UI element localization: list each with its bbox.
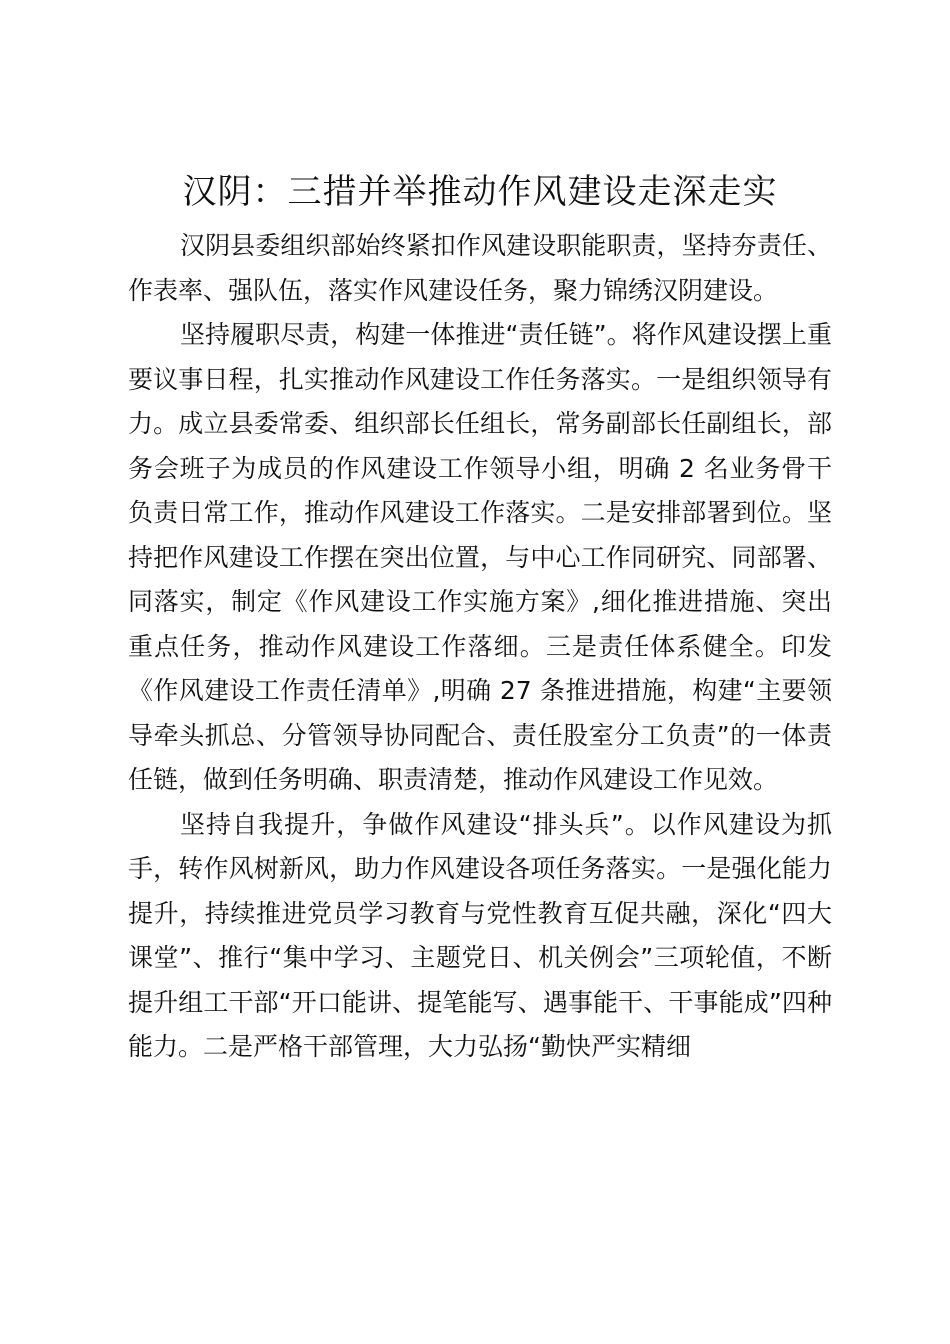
paragraph-responsibility-chain: 坚持履职尽责，构建一体推进“责任链”。将作风建设摆上重要议事日程，扎实推动作风建设工作任务落实。一是组织领导有力。成立县委常委、组织部长任组长，常务副部长任副组长，部务会班子为成员的作风建设工作领导小组，明确 2 名业务骨干负责日常工作，推动作风建设工作落实。二是安排部署到位。坚持把作风建设工作摆在突出位置，与中心工作同研究、同部署、同落实，制定《作风建设工作实施方案》,细化推进措施、突出重点任务，推动作风建设工作落细。三是责任体系健全。印发《作风建设工作责任清单》,明确 27 条推进措施，构建“主要领导牵头抓总、分管领导协同配合、责任股室分工负责”的一体责任链，做到任务明确、职责清楚，推动作风建设工作见效。 bbox=[128, 320, 832, 794]
document-body bbox=[128, 224, 832, 1070]
paragraph-self-improvement: 坚持自我提升，争做作风建设“排头兵”。以作风建设为抓手，转作风树新风，助力作风建设各项任务落实。一是强化能力提升，持续推进党员学习教育与党性教育互促共融，深化“四大课堂”、推行“集中学习、主题党日、机关例会”三项轮值，不断提升组工干部“开口能讲、提笔能写、遇事能干、干事能成”四种能力。二是严格干部管理，大力弘扬“勤快严实精细 bbox=[128, 809, 832, 1061]
paragraph-intro: 汉阴县委组织部始终紧扣作风建设职能职责，坚持夯责任、作表率、强队伍，落实作风建设任务，聚力锦绣汉阴建设。 bbox=[128, 231, 832, 305]
document-title: 汉阴：三措并举推动作风建设走深走实 bbox=[182, 172, 778, 212]
